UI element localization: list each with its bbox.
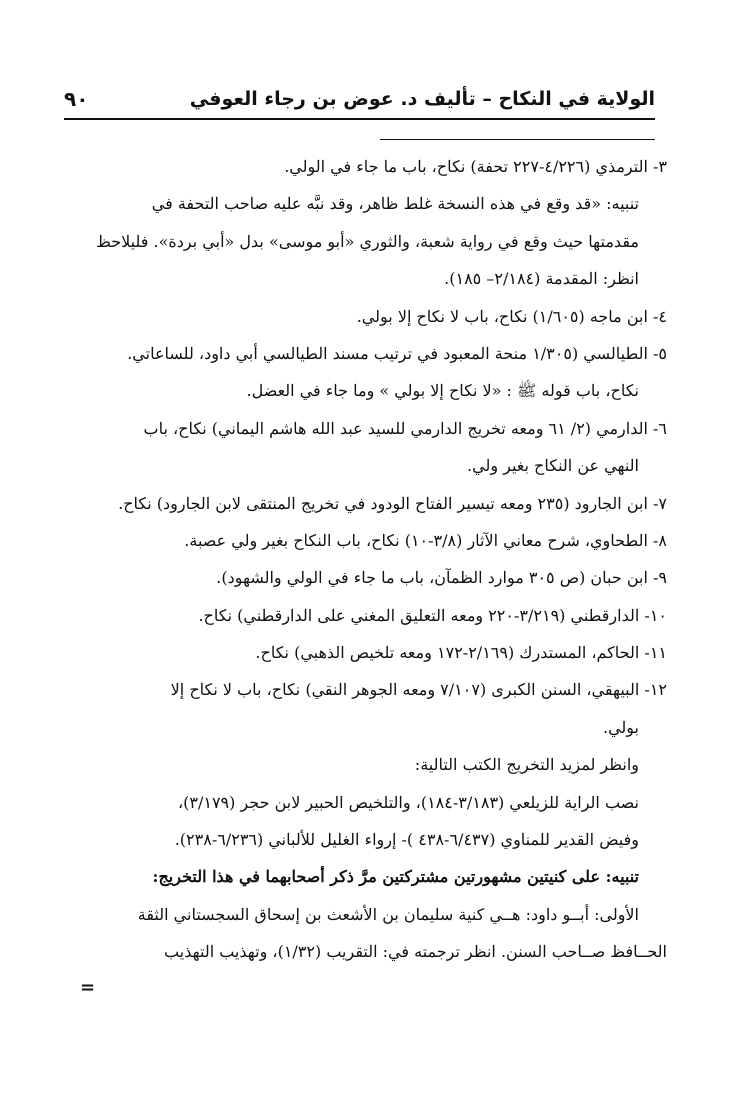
kunya-note-line-2: الحــافظ صــاحب السنن. انظر ترجمته في: التقريب (١/٣٢)، وتهذيب التهذيب xyxy=(164,942,667,962)
note-tayalisi-cont: نكاح، باب قوله ﷺ : «لا نكاح إلا بولي » وما جاء في العضل. xyxy=(246,381,639,401)
note-darimi: ٦- الدارمي (٢/ ٦١ ومعه تخريج الدارمي للسيد عبد الله هاشم اليماني) نكاح، باب xyxy=(143,418,667,438)
note-ibn-majah: ٤- ابن ماجه (١/٦٠٥) نكاح، باب لا نكاح إلا بولي. xyxy=(356,306,667,326)
note-tanbih-line-1: تنبيه: «قد وقع في هذه النسخة غلط ظاهر، وقد نبَّه عليه صاحب التحفة في xyxy=(151,194,639,214)
page-number: ٩٠ xyxy=(64,87,89,111)
note-tayalisi: ٥- الطيالسي (١/٣٠٥ منحة المعبود في ترتيب مسند الطيالسي أبي داود، للساعاتي. xyxy=(127,343,667,363)
further-refs-line-2: وفيض القدير للمناوي (٦/٤٣٧-٤٣٨ )- إرواء الغليل للألباني (٦/٢٣٦-٢٣٨). xyxy=(174,830,639,850)
note-tahawi: ٨- الطحاوي، شرح معاني الآثار (٣/٨-١٠) نكاح، باب النكاح بغير ولي عصبة. xyxy=(184,530,667,550)
note-ibn-hibban: ٩- ابن حبان (ص ٣٠٥ موارد الظمآن، باب ما جاء في الولي والشهود). xyxy=(216,568,667,588)
note-tirmidhi: ٣- الترمذي (٤/٢٢٦-٢٢٧ تحفة) نكاح، باب ما جاء في الولي. xyxy=(284,157,667,176)
note-hakim: ١١- الحاكم، المستدرك (٢/١٦٩-١٧٢ ومعه تلخيص الذهبي) نكاح. xyxy=(255,643,667,663)
further-refs-heading: وانظر لمزيد التخريج الكتب التالية: xyxy=(414,755,639,775)
kunya-note-heading: تنبيه: على كنيتين مشهورتين مشتركتين مرَّ ذكر أصحابهما في هذا التخريج: xyxy=(152,867,639,887)
continuation-mark: = xyxy=(80,977,96,998)
footnotes xyxy=(67,148,667,971)
page-header xyxy=(64,84,655,120)
running-title: الولاية في النكاح – تأليف د. عوض بن رجاء العوفي xyxy=(189,88,655,110)
note-ibn-jarud: ٧- ابن الجارود (٢٣٥ ومعه تيسير الفتاح الودود في تخريج المنتقى لابن الجارود) نكاح. xyxy=(118,493,667,513)
note-daraqutni: ١٠- الدارقطني (٣/٢١٩-٢٢٠ ومعه التعليق المغني على الدارقطني) نكاح. xyxy=(198,605,667,625)
note-tanbih-line-3: انظر: المقدمة (٢/١٨٤– ١٨٥). xyxy=(444,269,639,289)
note-tanbih-line-2: مقدمتها حيث وقع في رواية شعبة، والثوري «أبو موسى» بدل «أبي بردة». فليلاحظ xyxy=(96,231,639,251)
note-darimi-cont: النهي عن النكاح بغير ولي. xyxy=(467,456,639,476)
note-bayhaqi-cont: بولي. xyxy=(602,717,639,737)
note-bayhaqi: ١٢- البيهقي، السنن الكبرى (٧/١٠٧ ومعه الجوهر النقي) نكاح، باب لا نكاح إلا xyxy=(170,680,667,700)
footnote-separator xyxy=(380,139,655,140)
further-refs-line-1: نصب الراية للزيلعي (٣/١٨٣-١٨٤)، والتلخيص الحبير لابن حجر (٣/١٧٩)، xyxy=(177,792,639,812)
kunya-note-line-1: الأولى: أبــو داود: هــي كنية سليمان بن الأشعث بن إسحاق السجستاني الثقة xyxy=(137,904,639,924)
